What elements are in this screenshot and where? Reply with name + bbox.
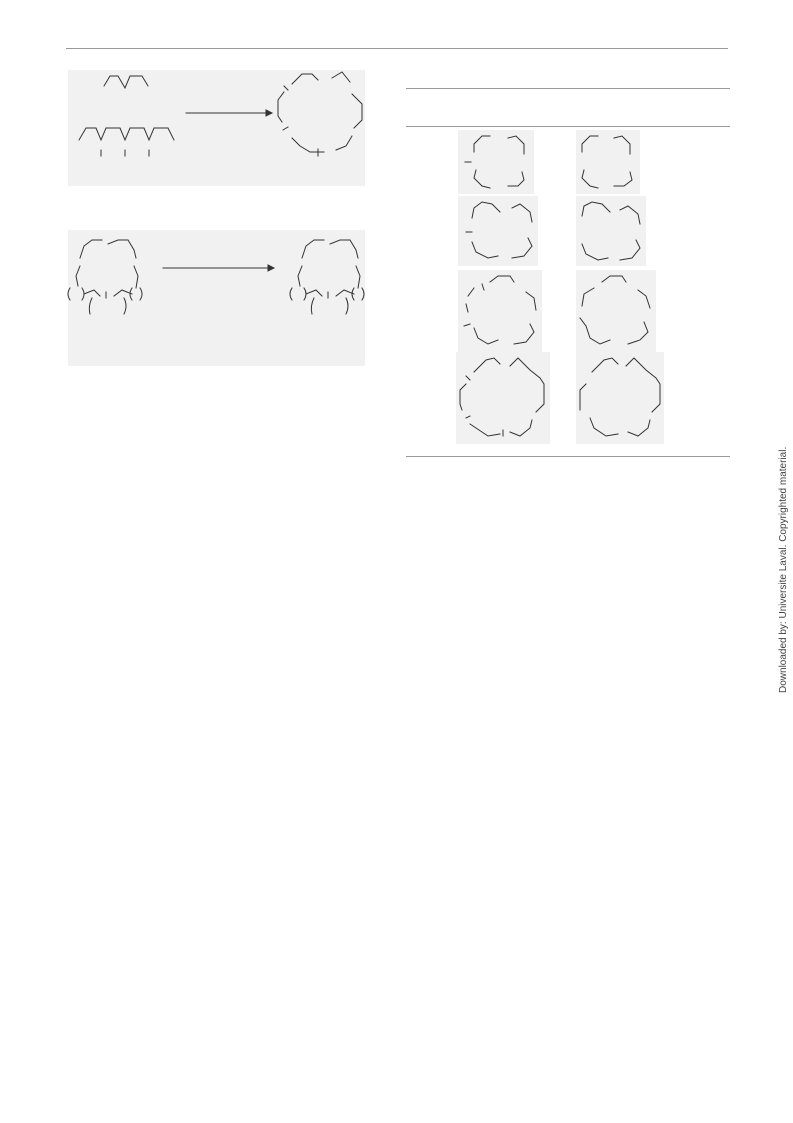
ring-2-left [472, 202, 532, 258]
ring-1-left [474, 136, 524, 188]
ring-3-right [580, 276, 650, 344]
ring-4-right [580, 358, 660, 436]
ring-4-left [460, 358, 544, 436]
ring-2-right [582, 202, 640, 260]
ring-1-right [582, 136, 632, 188]
download-watermark: Downloaded by: Universite Laval. Copyrighted material. [778, 446, 789, 693]
ring-3-left [466, 276, 536, 344]
